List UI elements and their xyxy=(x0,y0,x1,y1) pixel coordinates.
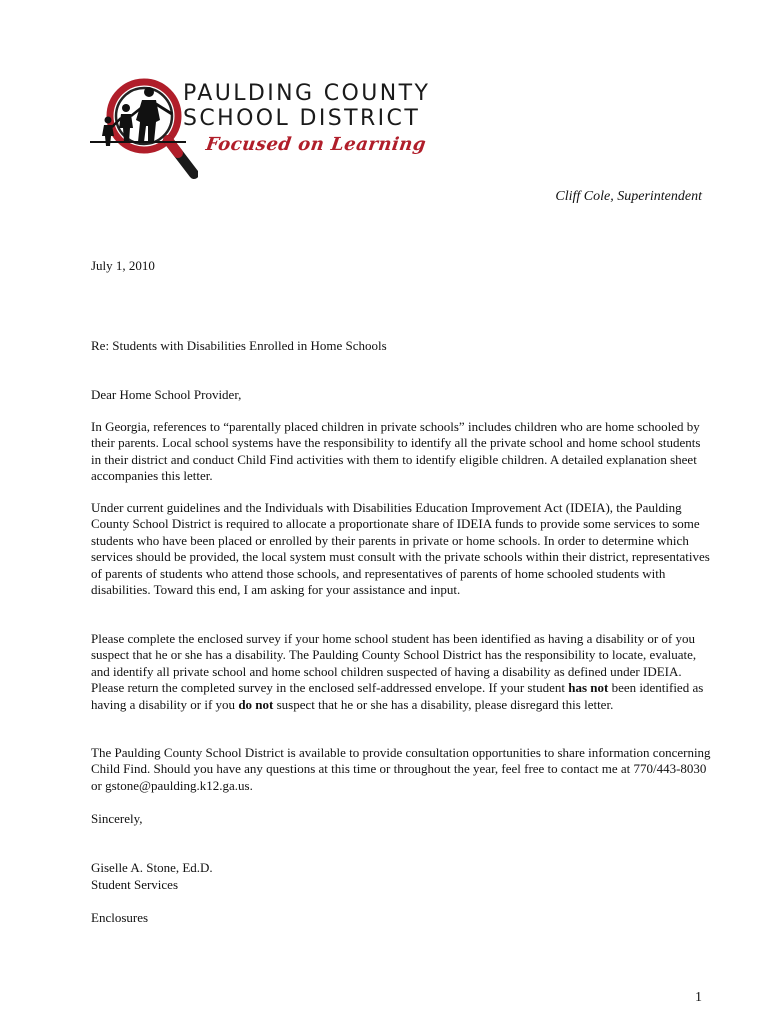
enclosures-note: Enclosures xyxy=(91,910,149,925)
superintendent-name: Cliff Cole, Superintendent xyxy=(555,189,702,204)
letter-date: July 1, 2010 xyxy=(91,258,155,273)
logo-tagline: Focused on Learning xyxy=(204,134,428,155)
signer-title: Student Services xyxy=(91,877,179,892)
paragraph-3 xyxy=(91,631,711,713)
magnifying-glass-family-icon xyxy=(86,70,198,180)
logo-text-line2: SCHOOL DISTRICT xyxy=(183,106,421,131)
signer-name: Giselle A. Stone, Ed.D. xyxy=(91,860,213,875)
salutation: Dear Home School Provider, xyxy=(91,387,242,402)
district-logo xyxy=(86,70,431,180)
paragraph-2: Under current guidelines and the Individuals with Disabilities Education Improvement Act (IDEIA), the Paulding County School District is required to allocate a proportionate share of IDEIA funds to provide some services to some students who have been placed or enrolled by their parents in private or home schools. In order to determine which services should be provided, the local system must consult with the private schools within their district, representatives of parents of students who attend those schools, and representatives of parents of home schooled students with disabilities. Toward this end, I am asking for your assistance and input. xyxy=(91,500,710,598)
closing: Sincerely, xyxy=(91,811,143,826)
subject-line: Re: Students with Disabilities Enrolled in Home Schools xyxy=(91,338,387,353)
paragraph-3-part1: Please complete the enclosed survey if your home school student has been identified as having a disability or of you suspect that he or she has a disability. The Paulding County School District has the responsibility to locate, evaluate, and identify all private school and home school children suspected of having a disability as defined under IDEIA. Please return the completed survey in the enclosed self-addressed envelope. If your student xyxy=(91,631,697,696)
paragraph-4: The Paulding County School District is available to provide consultation opportunities to share information concerning Child Find. Should you have any questions at this time or throughout the year, feel free to contact me at 770/443-8030 or gstone@paulding.k12.ga.us. xyxy=(91,745,711,793)
emphasis-has-not: has not xyxy=(568,680,609,696)
paragraph-3-part2: been identified as having a disability or if you xyxy=(91,680,704,712)
logo-text-line1: PAULDING COUNTY xyxy=(183,81,431,106)
page-number: 1 xyxy=(695,990,702,1005)
paragraph-3-part3: suspect that he or she has a disability, please disregard this letter. xyxy=(273,696,614,712)
paragraph-1: In Georgia, references to “parentally placed children in private schools” includes children who are home schooled by their parents. Local school systems have the responsibility to identify all the private school and home school students in their district and conduct Child Find activities with them to identify eligible children. A detailed explanation sheet accompanies this letter. xyxy=(91,419,701,484)
emphasis-do-not: do not xyxy=(238,696,274,712)
